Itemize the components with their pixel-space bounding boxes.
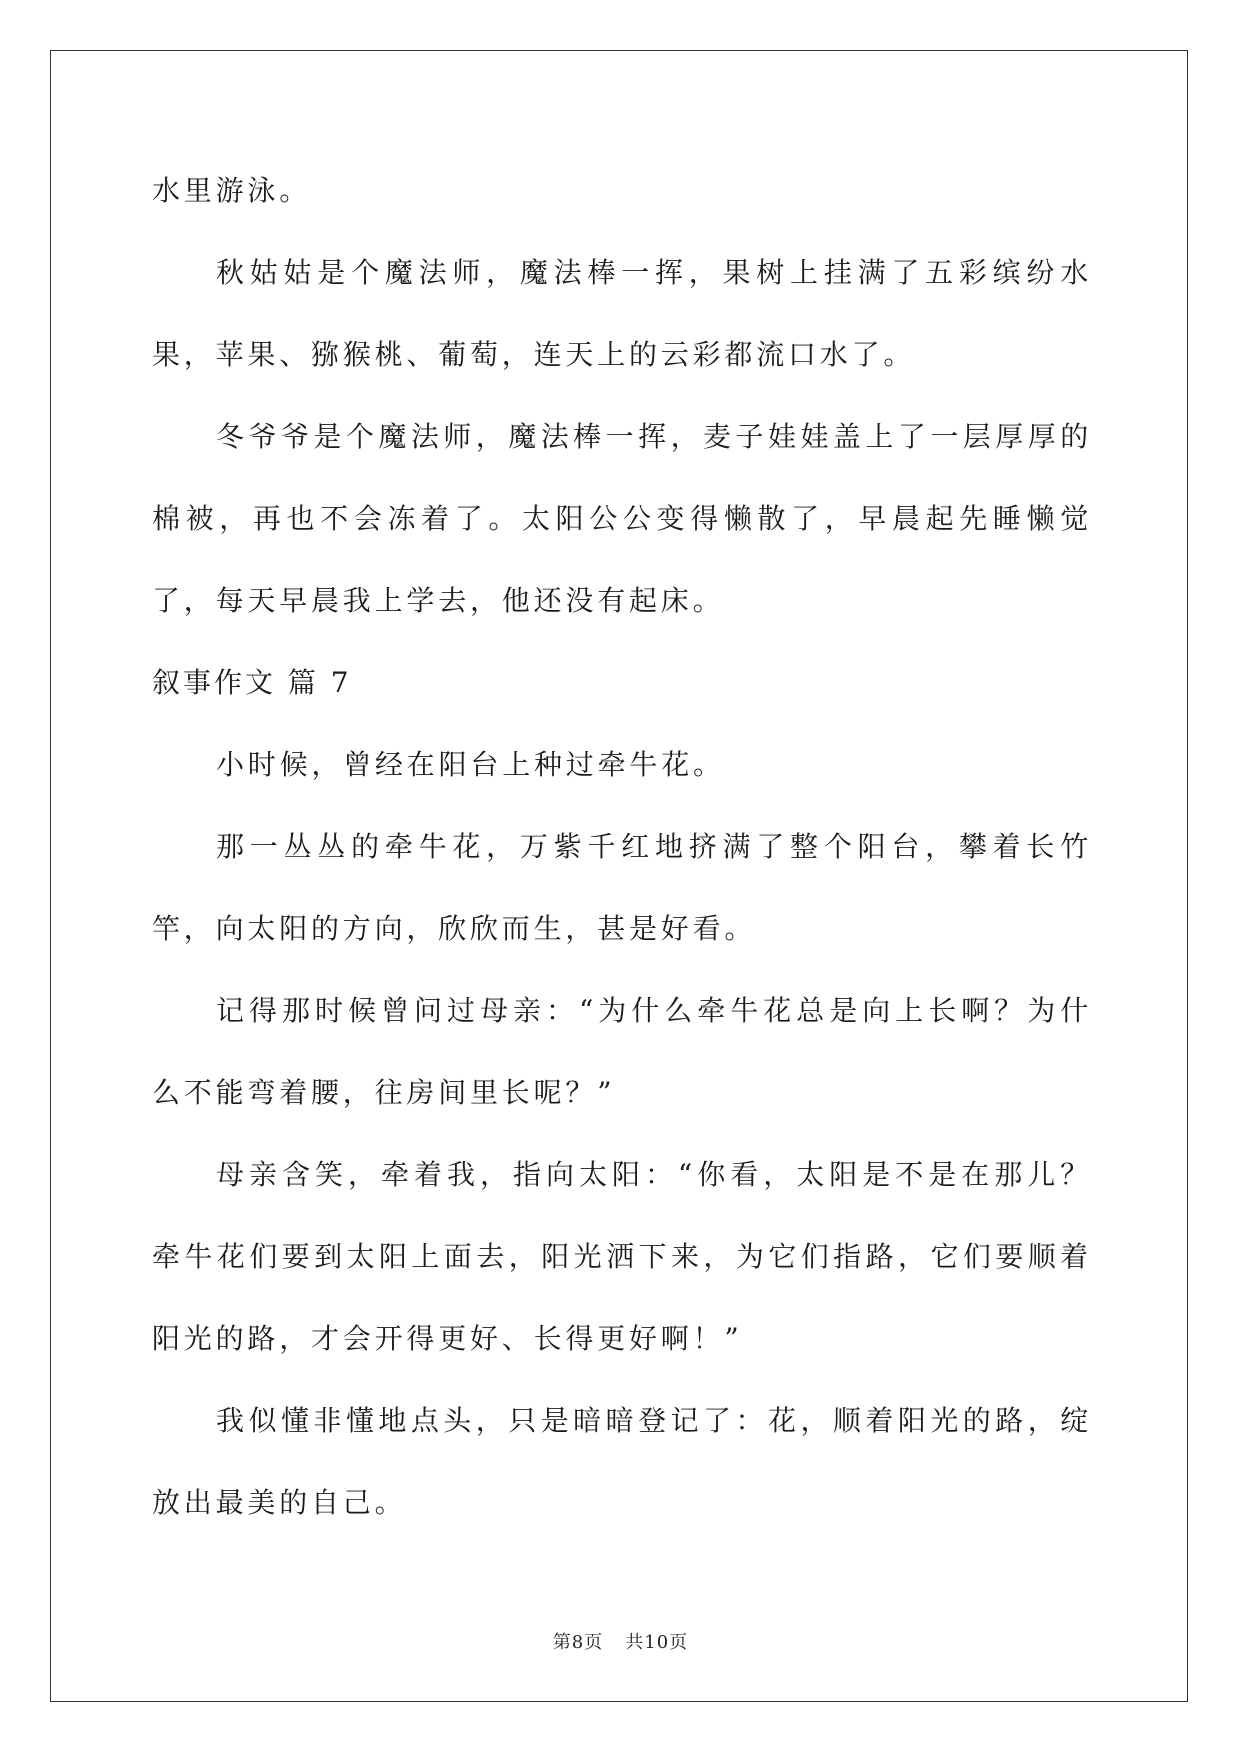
page-total: 共10页: [625, 1632, 689, 1653]
document-body: [152, 150, 1092, 1544]
paragraph-4: 小时候，曾经在阳台上种过牵牛花。: [216, 748, 725, 781]
page-number: 第8页: [552, 1632, 604, 1653]
section-heading: 叙事作文 篇 7: [152, 666, 352, 699]
paragraph-8: 我似懂非懂地点头，只是暗暗登记了：花，顺着阳光的路，绽放出最美的自己。: [152, 1404, 1092, 1519]
paragraph-2: 秋姑姑是个魔法师，魔法棒一挥，果树上挂满了五彩缤纷水果，苹果、猕猴桃、葡萄，连天上的云彩都流口水了。: [152, 256, 1092, 371]
paragraph-7: 母亲含笑，牵着我，指向太阳：“你看，太阳是不是在那儿？牵牛花们要到太阳上面去，阳光洒下来，为它们指路，它们要顺着阳光的路，才会开得更好、长得更好啊！”: [152, 1158, 1092, 1355]
paragraph-3: 冬爷爷是个魔法师，魔法棒一挥，麦子娃娃盖上了一层厚厚的棉被，再也不会冻着了。太阳公公变得懒散了，早晨起先睡懒觉了，每天早晨我上学去，他还没有起床。: [152, 420, 1092, 617]
paragraph-5: 那一丛丛的牵牛花，万紫千红地挤满了整个阳台，攀着长竹竿，向太阳的方向，欣欣而生，甚是好看。: [152, 830, 1092, 945]
paragraph-1: 水里游泳。: [152, 174, 312, 207]
page-footer: [0, 1631, 1241, 1655]
paragraph-6: 记得那时候曾问过母亲：“为什么牵牛花总是向上长啊？为什么不能弯着腰，往房间里长呢？”: [152, 994, 1092, 1109]
